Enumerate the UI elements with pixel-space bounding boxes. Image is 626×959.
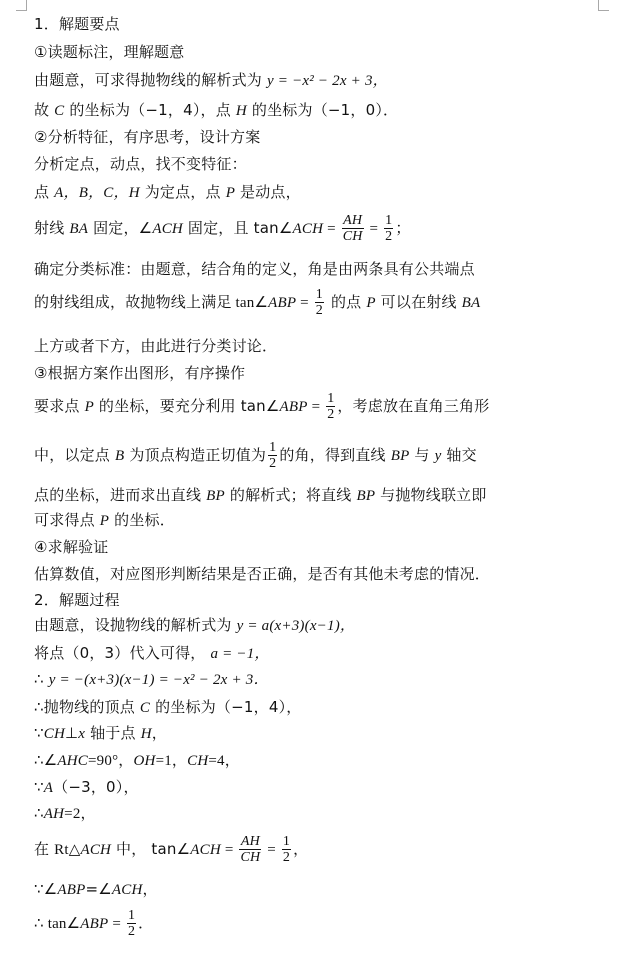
section-heading-1: 1．解题要点	[34, 15, 120, 33]
crop-mark-left	[16, 0, 27, 11]
text-line-fraction: ∴ tan∠ABP = $\frac{1}{2}$ ．	[34, 908, 154, 939]
text-line: ∵CH⊥x 轴于点 H，	[34, 724, 167, 742]
fraction-one-half: $\frac{1}{2}$	[385, 213, 393, 244]
fraction-one-half: $\frac{1}{2}$	[282, 834, 291, 865]
text-line: ∴∠AHC=90°，OH=1，CH=4，	[34, 751, 240, 769]
text-line: 估算数值，对应图形判断结果是否正确，是否有其他未考虑的情况．	[34, 565, 491, 583]
text-line: 上方或者下方，由此进行分类讨论．	[34, 337, 278, 355]
step-heading-1: ①读题标注，理解题意	[34, 43, 185, 61]
text-line: 点的坐标，进而求出直线 BP 的解析式；将直线 BP 与抛物线联立即	[34, 486, 487, 504]
step-heading-2: ②分析特征，有序思考，设计方案	[34, 128, 261, 146]
text-line: 由题意，设抛物线的解析式为 y = a(x+3)(x−1)，	[34, 616, 356, 634]
text-line: 由题意，可求得抛物线的解析式为 y = −x² − 2x + 3，	[34, 71, 388, 89]
fraction-one-half: $\frac{1}{2}$	[269, 440, 277, 471]
fraction-one-half: $\frac{1}{2}$	[127, 908, 136, 939]
step-heading-3: ③根据方案作出图形，有序操作	[34, 364, 246, 382]
text-line: 点 A，B，C，H 为定点，点 P 是动点，	[34, 183, 301, 201]
text-line-fraction: 要求点 P 的坐标，要充分利用 tan∠ABP = $\frac{1}{2}$ ，考虑放在直角三角形	[34, 391, 490, 422]
text-line: 将点（0，3）代入可得， a = −1，	[34, 644, 270, 662]
text-line: ∴ y = −(x+3)(x−1) = −x² − 2x + 3．	[34, 670, 269, 688]
fraction-ah-ch: $\frac{AH}{CH}$	[240, 834, 261, 865]
text-line: ∴AH=2，	[34, 804, 96, 822]
text-line-fraction: 射线 BA 固定，∠ACH 固定，且 tan∠ACH = $\frac{AH}{CH}$ = $\frac{1}{2}$ ；	[34, 213, 411, 244]
text-line: ∴抛物线的顶点 C 的坐标为（−1，4），	[34, 698, 302, 716]
text-line: 可求得点 P 的坐标．	[34, 511, 175, 529]
text-line: 故 C 的坐标为（−1，4），点 H 的坐标为（−1，0）．	[34, 101, 399, 119]
text-line-fraction: 在 Rt△ACH 中， tan∠ACH = $\frac{AH}{CH}$ = $\frac{1}{2}$ ，	[34, 834, 309, 865]
crop-mark-right	[598, 0, 609, 11]
step-heading-4: ④求解验证	[34, 538, 109, 556]
fraction-one-half: $\frac{1}{2}$	[327, 391, 335, 422]
section-heading-2: 2．解题过程	[34, 591, 120, 609]
text-line-fraction: 中，以定点 B 为顶点构造正切值为 $\frac{1}{2}$ 的角，得到直线 BP 与 y 轴交	[34, 440, 477, 471]
text-line: 分析定点，动点，找不变特征：	[34, 155, 247, 173]
text-line: 确定分类标准：由题意，结合角的定义，角是由两条具有公共端点	[34, 260, 475, 278]
fraction-one-half: $\frac{1}{2}$	[315, 287, 323, 318]
fraction-ah-ch: $\frac{AH}{CH}$	[342, 213, 363, 244]
text-line: ∵∠ABP=∠ACH，	[34, 880, 158, 898]
text-line-fraction: 的射线组成，故抛物线上满足 tan∠ABP = $\frac{1}{2}$ 的点 P 可以在射线 BA	[34, 287, 481, 318]
text-line: ∵A（−3，0），	[34, 778, 139, 796]
